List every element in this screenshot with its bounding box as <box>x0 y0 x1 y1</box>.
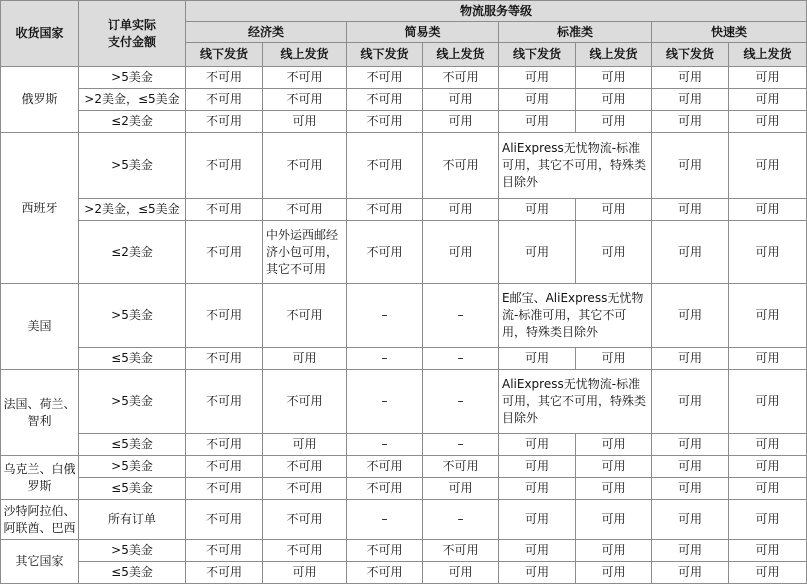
table-row <box>1 284 807 348</box>
online-header: 线上发货 <box>729 43 807 67</box>
availability-cell: 不可用 <box>186 562 263 584</box>
availability-cell: 可用 <box>576 67 652 89</box>
availability-cell: 可用 <box>729 284 807 348</box>
online-header: 线上发货 <box>263 43 347 67</box>
country-cell: 其它国家 <box>1 540 79 584</box>
availability-cell: 不可用 <box>263 456 347 478</box>
country-header: 收货国家 <box>1 1 79 67</box>
availability-cell: 可用 <box>652 67 729 89</box>
amount-cell: 所有订单 <box>79 500 186 540</box>
availability-cell: 不可用 <box>263 133 347 199</box>
availability-cell: 可用 <box>499 221 576 284</box>
country-cell: 俄罗斯 <box>1 67 79 133</box>
availability-cell: 可用 <box>652 133 729 199</box>
availability-cell: 不可用 <box>423 133 499 199</box>
table-row <box>1 111 807 133</box>
availability-cell: 不可用 <box>186 199 263 221</box>
table-row <box>1 89 807 111</box>
availability-cell: 可用 <box>576 348 652 370</box>
availability-cell: 可用 <box>729 456 807 478</box>
table-row <box>1 67 807 89</box>
availability-cell: 可用 <box>576 540 652 562</box>
country-cell: 法国、荷兰、智利 <box>1 370 79 456</box>
availability-cell: – <box>423 348 499 370</box>
availability-cell: 不可用 <box>263 284 347 348</box>
availability-note: 中外运西邮经济小包可用，其它不可用 <box>263 221 347 284</box>
table-row <box>1 221 807 284</box>
availability-cell: 可用 <box>576 500 652 540</box>
availability-cell: 可用 <box>729 67 807 89</box>
availability-cell: 可用 <box>499 478 576 500</box>
availability-cell: 不可用 <box>263 199 347 221</box>
availability-cell: 可用 <box>499 500 576 540</box>
availability-cell: 不可用 <box>186 478 263 500</box>
availability-cell: – <box>423 284 499 348</box>
availability-cell: 不可用 <box>186 67 263 89</box>
availability-cell: – <box>347 370 423 434</box>
availability-cell: 不可用 <box>423 540 499 562</box>
availability-cell: 可用 <box>652 199 729 221</box>
availability-cell: 可用 <box>423 89 499 111</box>
availability-cell: 可用 <box>499 199 576 221</box>
availability-cell: 可用 <box>576 478 652 500</box>
availability-cell: 可用 <box>652 370 729 434</box>
availability-cell: 不可用 <box>263 478 347 500</box>
availability-cell: 可用 <box>263 348 347 370</box>
availability-cell: 可用 <box>423 478 499 500</box>
availability-cell: 可用 <box>263 434 347 456</box>
availability-cell: 可用 <box>729 111 807 133</box>
country-cell: 西班牙 <box>1 133 79 284</box>
availability-cell: 不可用 <box>186 540 263 562</box>
offline-header: 线下发货 <box>499 43 576 67</box>
availability-cell: 不可用 <box>423 456 499 478</box>
availability-cell: 可用 <box>652 111 729 133</box>
table-row <box>1 562 807 584</box>
table-row <box>1 199 807 221</box>
availability-cell: – <box>423 500 499 540</box>
availability-cell: 不可用 <box>423 67 499 89</box>
availability-cell: 不可用 <box>347 456 423 478</box>
availability-cell: 可用 <box>576 562 652 584</box>
availability-cell: 可用 <box>423 562 499 584</box>
availability-cell: 不可用 <box>186 133 263 199</box>
availability-cell: 可用 <box>576 89 652 111</box>
availability-cell: 不可用 <box>186 348 263 370</box>
availability-cell: 可用 <box>729 348 807 370</box>
offline-header: 线下发货 <box>347 43 423 67</box>
availability-cell: 不可用 <box>347 111 423 133</box>
tier-simple: 简易类 <box>347 22 499 43</box>
availability-cell: 不可用 <box>263 67 347 89</box>
availability-cell: 可用 <box>652 221 729 284</box>
availability-cell: 可用 <box>729 500 807 540</box>
availability-cell: 可用 <box>729 434 807 456</box>
availability-cell: 不可用 <box>186 370 263 434</box>
amount-cell: >5美金 <box>79 370 186 434</box>
availability-cell: 不可用 <box>186 111 263 133</box>
availability-cell: 可用 <box>652 456 729 478</box>
amount-cell: >2美金，≤5美金 <box>79 89 186 111</box>
amount-cell: ≤2美金 <box>79 221 186 284</box>
amount-cell: >2美金，≤5美金 <box>79 199 186 221</box>
availability-cell: 不可用 <box>347 478 423 500</box>
country-cell: 乌克兰、白俄罗斯 <box>1 456 79 500</box>
availability-cell: 可用 <box>729 221 807 284</box>
availability-cell: 不可用 <box>347 199 423 221</box>
availability-cell: 可用 <box>423 199 499 221</box>
availability-cell: – <box>347 284 423 348</box>
availability-cell: 不可用 <box>186 456 263 478</box>
availability-cell: – <box>347 348 423 370</box>
table-row <box>1 434 807 456</box>
availability-cell: 不可用 <box>186 434 263 456</box>
amount-cell: ≤5美金 <box>79 434 186 456</box>
availability-cell: 不可用 <box>347 133 423 199</box>
offline-header: 线下发货 <box>186 43 263 67</box>
availability-cell: 可用 <box>652 478 729 500</box>
table-row <box>1 370 807 434</box>
availability-cell: 可用 <box>499 434 576 456</box>
standard-tier-note: E邮宝、AliExpress无忧物流-标准可用，其它不可用，特殊类目除外 <box>499 284 652 348</box>
availability-cell: 不可用 <box>186 284 263 348</box>
availability-cell: 可用 <box>499 456 576 478</box>
table-row <box>1 133 807 199</box>
availability-cell: 可用 <box>729 540 807 562</box>
availability-cell: 可用 <box>729 133 807 199</box>
availability-cell: 不可用 <box>186 500 263 540</box>
amount-cell: ≤2美金 <box>79 111 186 133</box>
amount-cell: >5美金 <box>79 456 186 478</box>
availability-cell: 不可用 <box>263 370 347 434</box>
availability-cell: 可用 <box>729 370 807 434</box>
table-row <box>1 456 807 478</box>
availability-cell: 可用 <box>423 221 499 284</box>
availability-cell: 可用 <box>576 456 652 478</box>
availability-cell: 可用 <box>499 540 576 562</box>
availability-cell: 不可用 <box>186 221 263 284</box>
tier-standard: 标准类 <box>499 22 652 43</box>
availability-cell: 可用 <box>729 89 807 111</box>
availability-cell: 不可用 <box>186 89 263 111</box>
availability-cell: 不可用 <box>263 89 347 111</box>
country-cell: 美国 <box>1 284 79 370</box>
availability-cell: 可用 <box>499 348 576 370</box>
availability-cell: 不可用 <box>347 562 423 584</box>
availability-cell: 可用 <box>499 89 576 111</box>
offline-header: 线下发货 <box>652 43 729 67</box>
service-level-header: 物流服务等级 <box>186 1 807 22</box>
online-header: 线上发货 <box>576 43 652 67</box>
availability-cell: 不可用 <box>347 540 423 562</box>
availability-cell: 不可用 <box>263 540 347 562</box>
availability-cell: 不可用 <box>263 500 347 540</box>
availability-cell: 不可用 <box>347 221 423 284</box>
availability-cell: – <box>347 434 423 456</box>
availability-cell: 可用 <box>499 111 576 133</box>
amount-header: 订单实际 支付金额 <box>79 1 186 67</box>
amount-cell: >5美金 <box>79 284 186 348</box>
table-row <box>1 348 807 370</box>
availability-cell: 可用 <box>652 434 729 456</box>
amount-cell: ≤5美金 <box>79 562 186 584</box>
table-row <box>1 478 807 500</box>
availability-cell: 可用 <box>652 500 729 540</box>
tier-express: 快速类 <box>652 22 807 43</box>
availability-cell: – <box>423 434 499 456</box>
online-header: 线上发货 <box>423 43 499 67</box>
availability-cell: 可用 <box>499 562 576 584</box>
availability-cell: – <box>347 500 423 540</box>
table-row <box>1 540 807 562</box>
availability-cell: 可用 <box>499 67 576 89</box>
availability-cell: 可用 <box>729 199 807 221</box>
table-row <box>1 500 807 540</box>
standard-tier-note: AliExpress无忧物流-标准可用，其它不可用，特殊类目除外 <box>499 133 652 199</box>
availability-cell: 可用 <box>576 199 652 221</box>
availability-cell: 可用 <box>652 348 729 370</box>
availability-cell: 可用 <box>729 562 807 584</box>
availability-cell: 不可用 <box>347 67 423 89</box>
availability-cell: 可用 <box>263 562 347 584</box>
availability-cell: 不可用 <box>347 89 423 111</box>
standard-tier-note: AliExpress无忧物流-标准可用，其它不可用，特殊类目除外 <box>499 370 652 434</box>
availability-cell: – <box>423 370 499 434</box>
availability-cell: 可用 <box>263 111 347 133</box>
country-cell: 沙特阿拉伯、阿联酋、巴西 <box>1 500 79 540</box>
amount-cell: ≤5美金 <box>79 348 186 370</box>
availability-cell: 可用 <box>423 111 499 133</box>
amount-cell: >5美金 <box>79 67 186 89</box>
availability-cell: 可用 <box>576 221 652 284</box>
availability-cell: 可用 <box>652 284 729 348</box>
availability-cell: 可用 <box>729 478 807 500</box>
amount-cell: ≤5美金 <box>79 478 186 500</box>
availability-cell: 可用 <box>576 434 652 456</box>
tier-economy: 经济类 <box>186 22 347 43</box>
availability-cell: 可用 <box>652 89 729 111</box>
availability-cell: 可用 <box>652 540 729 562</box>
table-body <box>1 67 807 584</box>
amount-cell: >5美金 <box>79 133 186 199</box>
availability-cell: 可用 <box>652 562 729 584</box>
amount-cell: >5美金 <box>79 540 186 562</box>
availability-cell: 可用 <box>576 111 652 133</box>
